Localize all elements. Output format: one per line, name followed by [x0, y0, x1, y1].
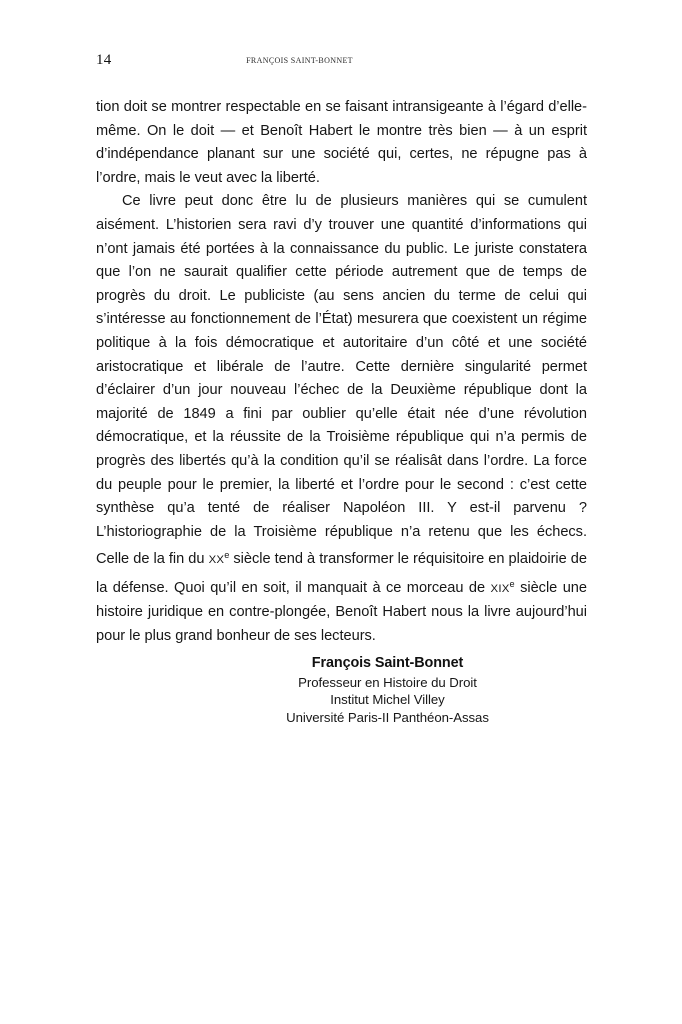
century-nineteenth: XIX	[490, 582, 510, 595]
ordinal-suffix-nineteenth: e	[509, 578, 515, 589]
ordinal-suffix-twentieth: e	[224, 550, 230, 561]
paragraph-second-text-part-2: siècle tend à transformer le réquisitoire en plaidoirie de la défense. Quoi qu’il en soit, il manquait à ce morceau de	[96, 551, 587, 596]
author-institute: Institut Michel Villey	[330, 692, 445, 708]
paragraph-continuation: tion doit se montrer respectable en se faisant intransigeante à l’égard d’elle-même. On le doit — et Benoît Habert le montre très bien — à un esprit d’indépendance planant sur une société qui, certes, ne répugne pas à l’ordre, mais le veut avec la liberté.	[96, 99, 587, 186]
paragraph-second-text-part-3: siècle une histoire juridique en contre-plongée, Benoît Habert nous la livre aujourd’hui pour le plus grand bonheur de ses lecteurs.	[96, 579, 587, 645]
author-title: Professeur en Histoire du Droit	[298, 675, 477, 690]
century-twentieth: XX	[208, 554, 225, 567]
signature-block	[142, 653, 633, 726]
author-university: Université Paris-II Panthéon-Assas	[286, 709, 489, 725]
running-head	[96, 50, 587, 74]
body-text-block	[96, 96, 587, 649]
author-name: François Saint-Bonnet	[311, 655, 464, 671]
running-head-title: FRANÇOIS SAINT-BONNET	[246, 56, 353, 65]
page-number: 14	[96, 52, 112, 68]
paragraph-second-text-part-1: Ce livre peut donc être lu de plusieurs manières qui se cumulent aisément. L’historien sera ravi d’y trouver une quantité d’informations qui n’ont jamais été portées à la connaissance du public. Le juriste constatera que l’on ne saurait qualifier cette période autrement que de temps de progrès du droit. Le publiciste (au sens ancien du terme de celui qui s’intéresse au fonctionnement de l’État) mesurera que coexistent un régime politique à la fois démocratique et autoritaire d’un côté et une société aristocratique et libérale de l’autre. Cette dernière singularité permet d’éclairer d’un jour nouveau l’échec de la Deuxième république dont la majorité de 1849 a fini par oublier qu’elle était née d’une révolution démocratique, et la réussite de la Troisième république qui n’a permis de progrès des libertés qu’à la condition qu’il se réalisât dans l’ordre. La force du peuple pour le premier, la liberté et l’ordre pour le second : c’est cette synthèse qu’a tenté de réaliser Napoléon III. Y est-il parvenu ? L’historiographie de la Troisième république n’a retenu que les échecs. Celle de la fin du	[96, 193, 587, 568]
paragraph-second	[96, 190, 587, 648]
